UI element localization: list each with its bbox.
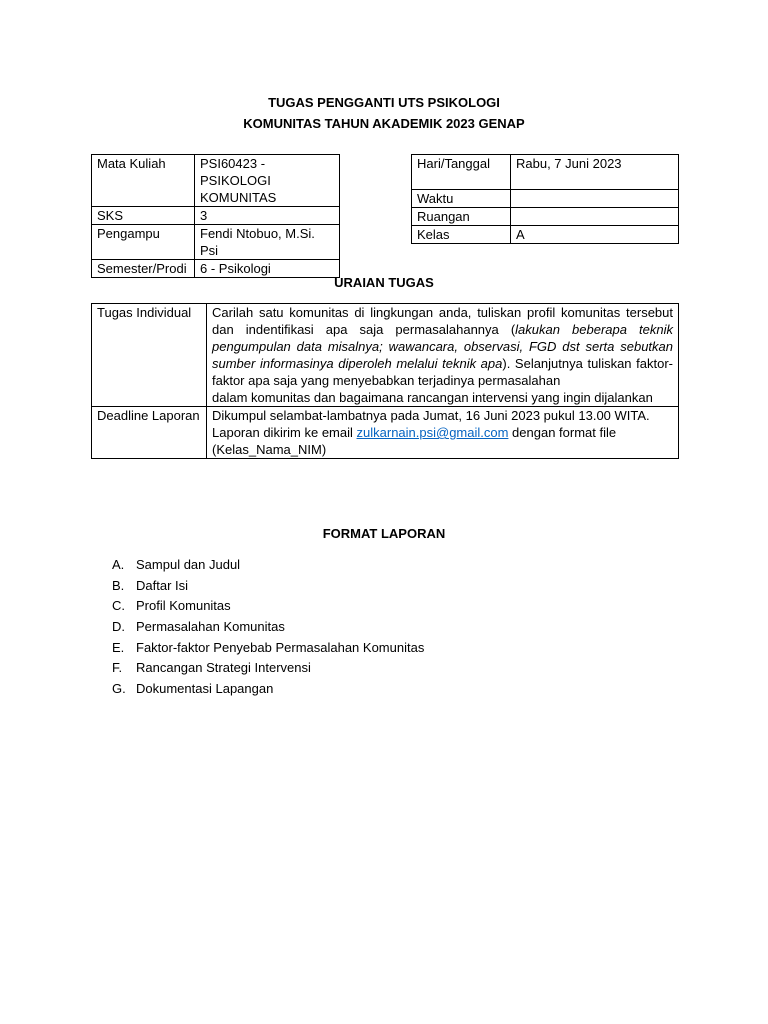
deadline-text-line: Dikumpul selambat-lambatnya pada Jumat, 16 Juni 2023 pukul 13.00 WITA. [212,408,650,423]
list-item-text: Faktor-faktor Penyebab Permasalahan Komunitas [136,639,425,655]
schedule-value [511,208,679,226]
course-label: Mata Kuliah [92,155,195,207]
table-row [412,208,679,226]
course-label: Semester/Prodi [92,260,195,278]
schedule-value: A [511,226,679,244]
schedule-info-table [411,154,679,244]
table-row [412,226,679,244]
doc-title-line-1: TUGAS PENGGANTI UTS PSIKOLOGI [268,95,500,110]
task-table [91,303,679,459]
list-item-text: Dokumentasi Lapangan [136,681,274,697]
deadline-text-part: dengan format file (Kelas_Nama_NIM) [212,425,617,457]
table-row [92,407,679,459]
list-item [112,596,424,617]
list-item-text: Profil Komunitas [136,598,231,614]
schedule-label: Ruangan [412,208,511,226]
list-item [112,555,424,576]
schedule-value [511,190,679,208]
schedule-label: Kelas [412,226,511,244]
list-item-text: Permasalahan Komunitas [136,619,285,635]
list-item-text: Sampul dan Judul [136,557,241,572]
table-row [92,155,340,207]
section-heading-uraian: URAIAN TUGAS [334,275,434,290]
list-item [112,638,424,659]
task-text-part: ). Selanjutnya tuliskan faktor-faktor apa saja yang menyebabkan terjadinya permasalahan [212,356,673,388]
schedule-value: Rabu, 7 Juni 2023 [511,155,679,190]
table-row [412,155,679,190]
task-text [212,304,673,389]
schedule-label: Hari/Tanggal [412,155,511,190]
table-row [92,304,679,407]
email-link[interactable]: zulkarnain.psi@gmail.com [356,425,509,440]
list-marker: G. [112,681,126,697]
list-marker: B. [112,577,125,593]
task-text-italic: lakukan beberapa teknik pengumpulan data misalnya; wawancara, observasi, FGD dst serta sebutkan sumber informasinya diperoleh melalui teknik apa [212,322,673,371]
section-heading-format: FORMAT LAPORAN [322,526,446,541]
list-item-text: Daftar Isi [136,577,189,593]
table-row [92,225,340,260]
list-item [112,576,424,597]
list-item [112,679,424,700]
course-info-table [91,154,340,278]
table-row [92,207,340,225]
course-label: SKS [92,207,195,225]
deadline-text-part: Laporan dikirim ke email [212,425,357,440]
course-value: PSI60423 - PSIKOLOGI KOMUNITAS [195,155,340,207]
deadline-description [207,407,679,459]
table-row [412,190,679,208]
task-label: Tugas Individual [92,304,207,407]
list-marker: D. [112,619,125,635]
task-description [207,304,679,407]
course-value: 6 - Psikologi [195,260,340,278]
list-marker: E. [112,639,125,655]
deadline-text [212,424,673,458]
list-item [112,658,424,679]
list-item-text: Rancangan Strategi Intervensi [136,660,311,676]
format-list [112,555,424,700]
schedule-label: Waktu [412,190,511,208]
course-value: 3 [195,207,340,225]
doc-title-line-2: KOMUNITAS TAHUN AKADEMIK 2023 GENAP [243,116,525,131]
course-label: Pengampu [92,225,195,260]
task-text-line: dalam komunitas dan bagaimana rancangan intervensi yang ingin dijalankan [212,390,653,405]
list-marker: F. [112,660,123,676]
list-item [112,617,424,638]
course-value: Fendi Ntobuo, M.Si. Psi [195,225,340,260]
deadline-label: Deadline Laporan [92,407,207,459]
list-marker: C. [112,598,125,614]
list-marker: A. [112,557,125,572]
task-text-part: Carilah satu komunitas di lingkungan anda, tuliskan profil komunitas tersebut dan indentifikasi apa saja permasalahannya ( [212,305,673,337]
